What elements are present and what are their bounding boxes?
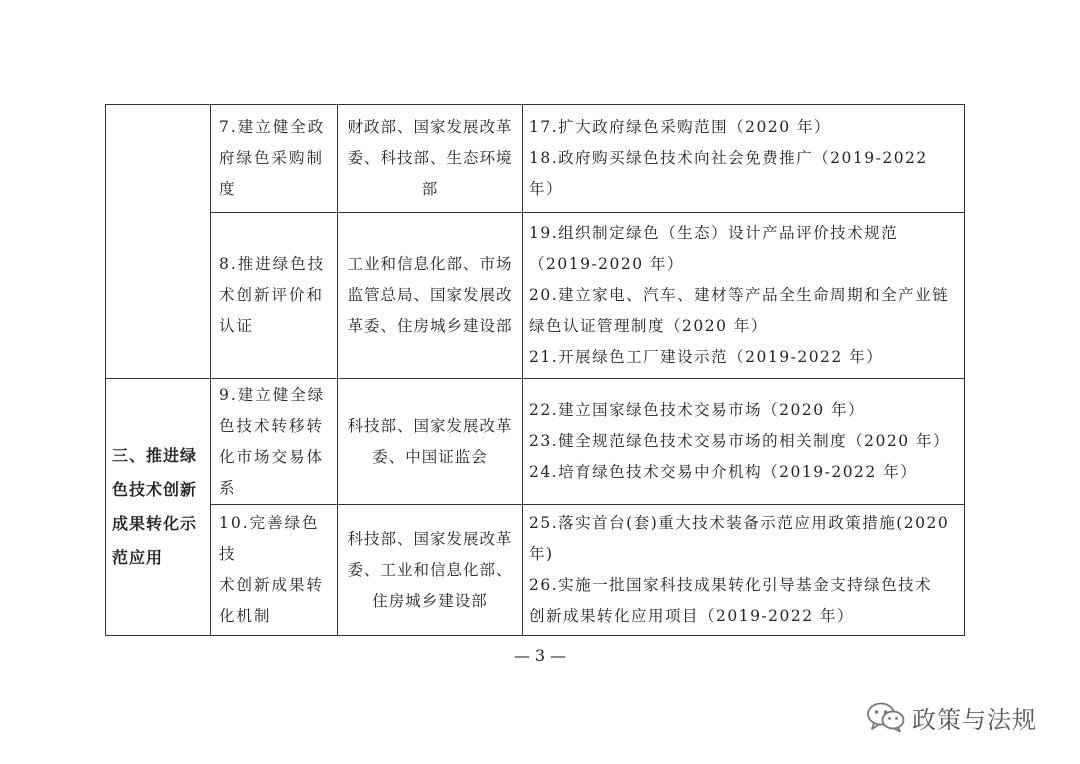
cell-line: 10.完善绿色技 bbox=[219, 514, 320, 563]
cell-line: 24.培育绿色技术交易中介机构（2019-2022 年） bbox=[529, 463, 918, 481]
task-cell bbox=[211, 505, 338, 636]
measure-cell bbox=[523, 105, 965, 213]
watermark bbox=[866, 700, 1037, 734]
cell-line: 成果转化示 bbox=[112, 514, 198, 533]
cell-line: 21.开展绿色工厂建设示范（2019-2022 年） bbox=[529, 348, 884, 366]
measure-cell bbox=[523, 505, 965, 636]
cell-line: 工业和信息化部、市场 bbox=[347, 255, 513, 273]
cell-line: 委、科技部、生态环境 bbox=[347, 149, 513, 167]
cell-line: 8.推进绿色技 bbox=[219, 255, 326, 273]
cell-line: 认证 bbox=[219, 317, 255, 335]
measure-cell bbox=[523, 379, 965, 505]
table-row bbox=[106, 105, 965, 213]
policy-table bbox=[105, 104, 965, 636]
category-cell bbox=[106, 105, 211, 379]
task-cell bbox=[211, 105, 338, 213]
cell-line: 科技部、国家发展改革 bbox=[347, 416, 513, 435]
cell-line: 化市场交易体 bbox=[219, 447, 325, 466]
cell-line: 20.建立家电、汽车、建材等产品全生命周期和全产业链 bbox=[529, 286, 950, 304]
cell-line: 19.组织制定绿色（生态）设计产品评价技术规范 bbox=[529, 224, 899, 242]
measure-cell bbox=[523, 213, 965, 379]
cell-line: 委、工业和信息化部、 bbox=[347, 560, 513, 579]
department-cell bbox=[338, 505, 523, 636]
cell-line: 系 bbox=[219, 478, 237, 497]
cell-line: 科技部、国家发展改革 bbox=[347, 529, 513, 548]
cell-line: 25.落实首台(套)重大技术装备示范应用政策措施(2020 bbox=[529, 514, 950, 532]
department-cell bbox=[338, 213, 523, 379]
cell-line: 色技术创新 bbox=[112, 480, 198, 499]
cell-line: 术创新评价和 bbox=[219, 286, 325, 304]
cell-line: 部 bbox=[421, 180, 439, 198]
cell-line: 7.建立健全政 bbox=[219, 118, 326, 136]
cell-line: 财政部、国家发展改革 bbox=[347, 118, 513, 136]
cell-line: 绿色认证管理制度（2020 年） bbox=[529, 317, 768, 335]
cell-line: 住房城乡建设部 bbox=[372, 591, 488, 610]
table-row bbox=[106, 505, 965, 636]
cell-line: 创新成果转化应用项目（2019-2022 年） bbox=[529, 607, 855, 625]
department-cell bbox=[338, 105, 523, 213]
cell-line: 色技术转移转 bbox=[219, 416, 325, 435]
cell-line: 26.实施一批国家科技成果转化引导基金支持绿色技术 bbox=[529, 576, 933, 594]
cell-line: 18.政府购买绿色技术向社会免费推广（2019-2022 年） bbox=[529, 149, 928, 198]
cell-line: 监管总局、国家发展改 bbox=[347, 286, 513, 304]
table-row bbox=[106, 379, 965, 505]
cell-line: 府绿色采购制 bbox=[219, 149, 325, 167]
cell-line: 三、推进绿 bbox=[112, 446, 198, 465]
page-number: — 3 — bbox=[513, 646, 567, 665]
task-cell bbox=[211, 213, 338, 379]
cell-line: 范应用 bbox=[112, 548, 164, 567]
task-cell bbox=[211, 379, 338, 505]
cell-line: 术创新成果转 bbox=[219, 576, 325, 594]
cell-line: 17.扩大政府绿色采购范围（2020 年） bbox=[529, 118, 832, 136]
cell-line: 委、中国证监会 bbox=[372, 447, 488, 466]
cell-line: 9.建立健全绿 bbox=[219, 385, 326, 404]
cell-line: 化机制 bbox=[219, 607, 272, 625]
cell-line: 23.健全规范绿色技术交易市场的相关制度（2020 年） bbox=[529, 432, 951, 450]
cell-line: 度 bbox=[219, 180, 237, 198]
cell-line: 22.建立国家绿色技术交易市场（2020 年） bbox=[529, 401, 866, 419]
category-cell bbox=[106, 379, 211, 636]
watermark-text: 政策与法规 bbox=[912, 705, 1037, 734]
cell-line: 年) bbox=[529, 545, 554, 563]
cell-line: （2019-2020 年） bbox=[529, 255, 685, 273]
cell-line: 革委、住房城乡建设部 bbox=[347, 317, 513, 335]
table-row bbox=[106, 213, 965, 379]
department-cell bbox=[338, 379, 523, 505]
wechat-icon bbox=[866, 701, 906, 733]
